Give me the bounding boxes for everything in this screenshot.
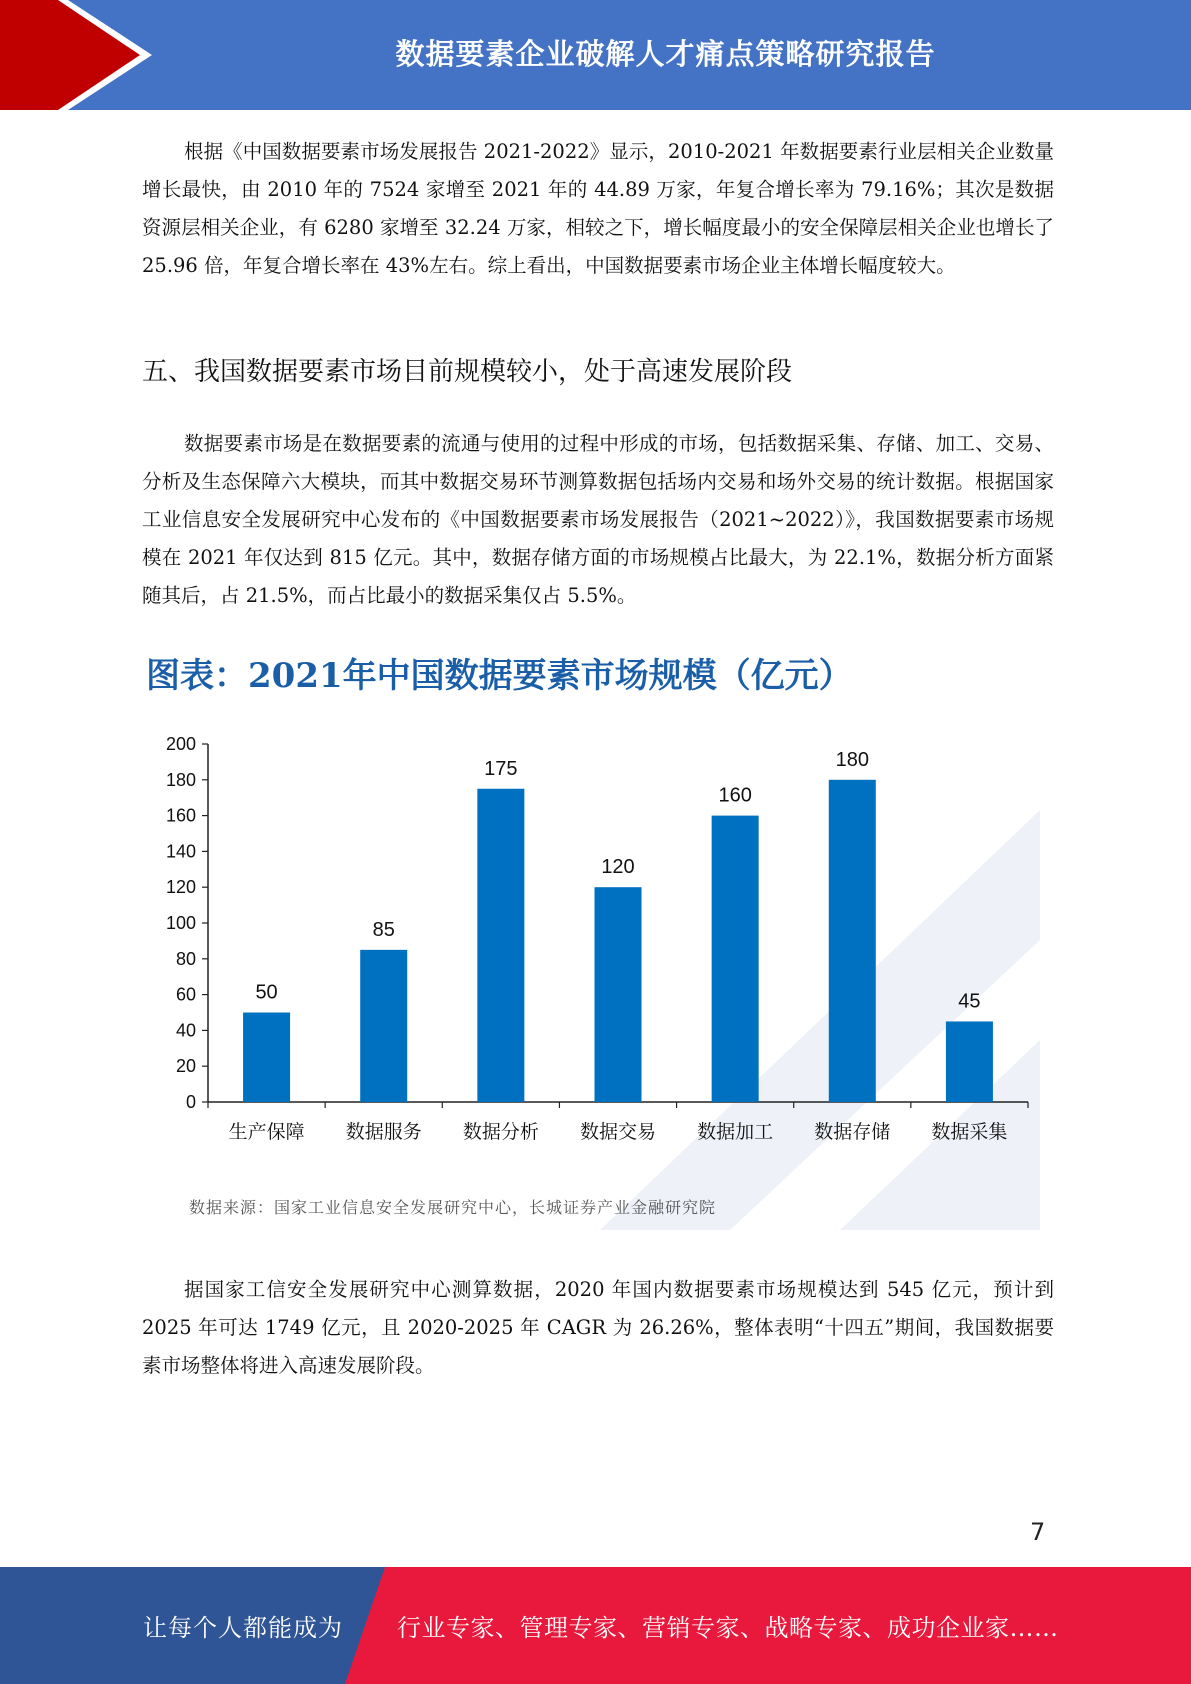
paragraph-market-forecast: 据国家工信安全发展研究中心测算数据，2020 年国内数据要素市场规模达到 545 亿元，预计到 2025 年可达 1749 亿元，且 2020-2025 年 CAGR 为 26.26%，整体表明“十四五”期间，我国数据要素市场整体将进入高速发展阶段。	[142, 1278, 1054, 1377]
y-tick-label: 40	[175, 1020, 196, 1041]
header-arrow-icon	[0, 0, 160, 110]
footer-slogan-right: 行业专家、管理专家、营销专家、战略专家、成功企业家……	[397, 1614, 1059, 1642]
category-label: 数据分析	[462, 1122, 539, 1143]
section-heading: 五、我国数据要素市场目前规模较小，处于高速发展阶段	[142, 357, 793, 387]
data-label: 180	[835, 748, 869, 771]
category-label: 数据交易	[579, 1122, 657, 1143]
category-label: 数据加工	[697, 1122, 774, 1143]
data-label: 120	[601, 856, 635, 879]
y-tick-label: 60	[175, 984, 196, 1005]
header-band	[0, 0, 1191, 110]
y-tick-label: 160	[165, 805, 196, 826]
y-tick-label: 180	[165, 769, 196, 790]
bar-5	[712, 816, 759, 1102]
category-label: 生产保障	[228, 1122, 305, 1143]
footer-slogan-left: 让每个人都能成为	[143, 1614, 343, 1642]
y-tick-label: 100	[165, 913, 196, 933]
page-number: 7	[1030, 1518, 1046, 1546]
data-label: 175	[484, 757, 518, 780]
bar-7	[946, 1021, 993, 1102]
y-tick-label: 140	[165, 841, 196, 862]
category-label: 数据服务	[345, 1122, 422, 1143]
chart-background-decoration	[600, 810, 1040, 1230]
bar-6	[829, 780, 876, 1102]
bar-1	[243, 1013, 290, 1103]
y-tick-label: 20	[175, 1056, 196, 1077]
category-label: 数据存储	[814, 1122, 891, 1143]
report-title: 数据要素企业破解人才痛点策略研究报告	[395, 36, 936, 71]
chart-title: 图表：2021年中国数据要素市场规模（亿元）	[146, 656, 853, 696]
y-tick-label: 0	[185, 1092, 196, 1112]
bar-3	[477, 789, 524, 1102]
data-label: 160	[718, 784, 752, 807]
market-size-bar-chart	[140, 720, 1040, 1230]
paragraph-enterprise-growth: 根据《中国数据要素市场发展报告 2021-2022》显示，2010-2021 年数据要素行业层相关企业数量增长最快，由 2010 年的 7524 家增至 2021 年的 44.89 万家，年复合增长率为 79.16%；其次是数据资源层相关企业，有 6280 家增至 32.24 万家，相较之下，增长幅度最小的安全保障层相关企业也增长了 25.96 倍，年复合增长率在 43%左右。综上看出，中国数据要素市场企业主体增长幅度较大。	[142, 140, 1054, 277]
category-label: 数据采集	[931, 1122, 1008, 1143]
y-tick-label: 120	[165, 877, 196, 898]
chart-source-note: 数据来源：国家工业信息安全发展研究中心，长城证券产业金融研究院	[189, 1198, 717, 1217]
data-label: 85	[372, 918, 395, 941]
paragraph-market-definition: 数据要素市场是在数据要素的流通与使用的过程中形成的市场，包括数据采集、存储、加工、交易、分析及生态保障六大模块，而其中数据交易环节测算数据包括场内交易和场外交易的统计数据。根据国家工业信息安全发展研究中心发布的《中国数据要素市场发展报告（2021~2022）》，我国数据要素市场规模在 2021 年仅达到 815 亿元。其中，数据存储方面的市场规模占比最大，为 22.1%，数据分析方面紧随其后，占 21.5%，而占比最小的数据采集仅占 5.5%。	[142, 432, 1054, 607]
data-label: 45	[958, 990, 981, 1013]
bar-4	[595, 887, 642, 1102]
y-tick-label: 80	[175, 948, 196, 969]
footer-band	[0, 1567, 1191, 1684]
bar-2	[360, 950, 407, 1102]
y-tick-label: 200	[165, 734, 196, 754]
data-label: 50	[255, 981, 278, 1004]
